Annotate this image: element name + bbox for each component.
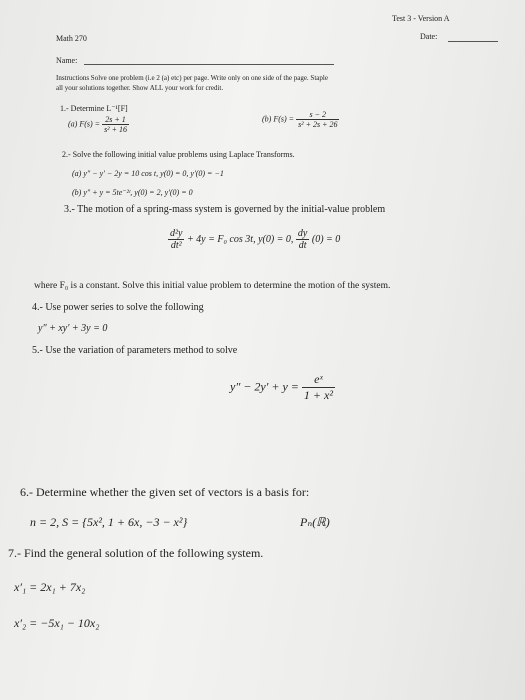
instructions-line-1: Instructions Solve one problem (i.e 2 (a) etc) per page. Write only on one side of the page. Staple — [56, 74, 328, 82]
test-version-label: Test 3 - Version A — [392, 14, 450, 23]
q1-prompt: 1.- Determine L⁻¹[F] — [60, 104, 128, 113]
q6-prompt: 6.- Determine whether the given set of vectors is a basis for: — [20, 485, 310, 499]
q5-eq-left: y″ − 2y′ + y = — [230, 379, 299, 394]
instructions-line-2: all your solutions together. Show ALL your work for credit. — [56, 84, 224, 92]
q2-prompt: 2.- Solve the following initial value problems using Laplace Transforms. — [62, 150, 295, 159]
q4-equation: y″ + xy′ + 3y = 0 — [38, 323, 108, 334]
q3-equation — [168, 228, 340, 251]
q1a-fraction — [102, 115, 129, 134]
q3-rhs-numerator: dy — [297, 228, 308, 239]
q6-set: n = 2, S = {5x², 1 + 6x, −3 − x²} — [30, 515, 188, 529]
q3-eq-middle: + 4y = F₀ cos 3t, y(0) = 0, — [186, 233, 294, 245]
course-title: Math 270 — [56, 34, 87, 43]
q3-rhs-denominator: dt — [298, 240, 307, 251]
q2b: (b) y″ + y = 5te⁻²ᵗ, y(0) = 2, y′(0) = 0 — [72, 188, 193, 197]
q3-lhs-numerator: d²y — [170, 228, 183, 239]
date-line — [448, 41, 498, 42]
q5-numerator: eˣ — [302, 372, 335, 388]
q1b-numerator: s − 2 — [296, 110, 339, 120]
q4-prompt: 4.- Use power series to solve the following — [32, 302, 204, 313]
q1a — [68, 115, 129, 134]
name-line — [84, 64, 334, 65]
q3-note: where F₀ is a constant. Solve this initial value problem to determine the motion of the system. — [34, 281, 391, 291]
date-label: Date: — [420, 32, 438, 41]
q1a-denominator: s² + 16 — [104, 125, 127, 134]
q1b-label: (b) F(s) = — [262, 114, 295, 124]
q7-eq1: x′₁ = 2x₁ + 7x₂ — [14, 580, 86, 594]
q5-equation — [230, 372, 335, 403]
q3-prompt: 3.- The motion of a spring-mass system is governed by the initial-value problem — [64, 204, 386, 215]
q1a-label: (a) F(s) = — [68, 119, 101, 129]
q3-lhs-fraction — [168, 228, 184, 251]
q1b — [262, 110, 339, 129]
q3-rhs-fraction — [296, 228, 309, 251]
q1b-fraction — [296, 110, 339, 129]
q7-prompt: 7.- Find the general solution of the following system. — [8, 546, 264, 560]
q1b-denominator: s² + 2s + 26 — [298, 120, 338, 129]
q1a-numerator: 2s + 1 — [102, 115, 129, 125]
q5-fraction — [302, 372, 335, 403]
q5-denominator: 1 + x² — [303, 388, 333, 402]
q2a: (a) y″ − y′ − 2y = 10 cos t, y(0) = 0, y′(0) = −1 — [72, 169, 224, 178]
q6-space: Pₙ(ℝ) — [300, 515, 330, 529]
q5-prompt: 5.- Use the variation of parameters method to solve — [32, 345, 238, 356]
q7-eq2: x′₂ = −5x₁ − 10x₂ — [14, 616, 100, 630]
q3-lhs-denominator: dt² — [170, 240, 182, 251]
q3-eq-end: (0) = 0 — [311, 233, 341, 245]
name-label: Name: — [56, 56, 78, 65]
